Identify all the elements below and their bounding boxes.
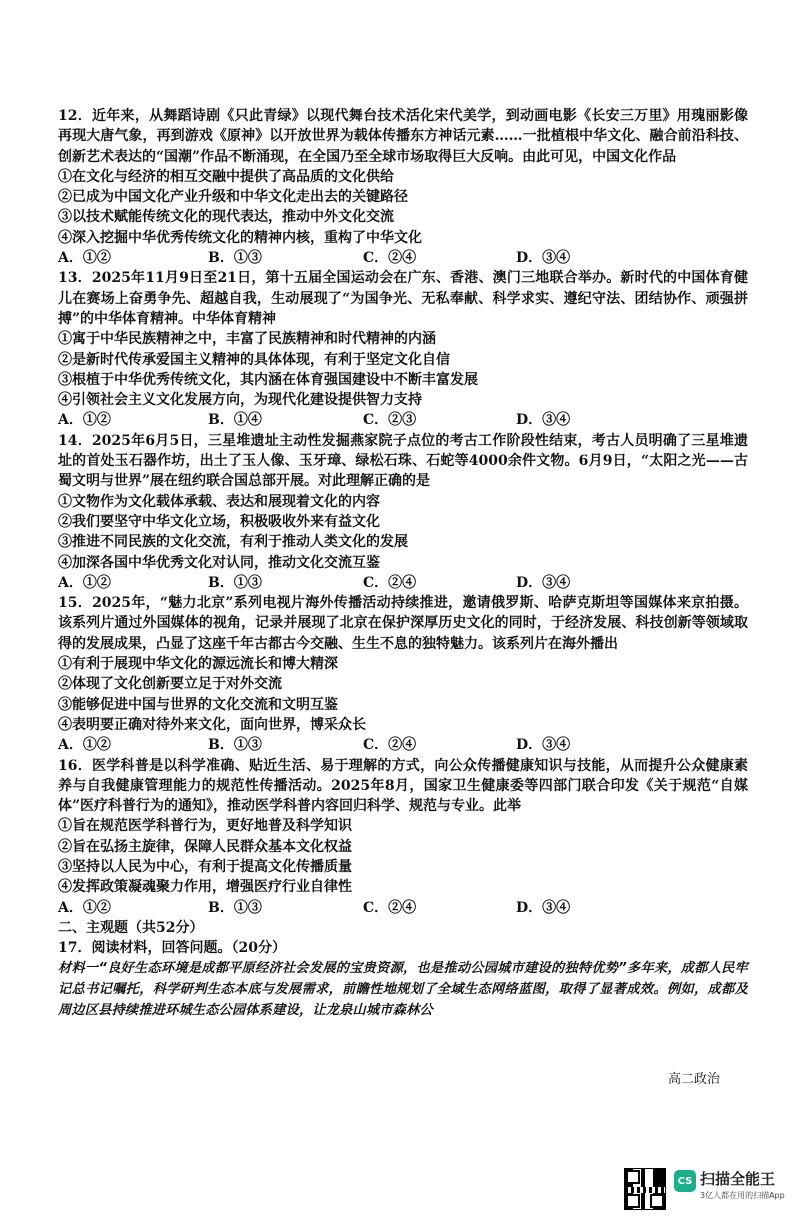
option-c: C．②④ (363, 250, 417, 267)
question-12 (58, 106, 748, 268)
answer-options (58, 248, 748, 268)
scanner-watermark (624, 1168, 785, 1210)
statement-item: ④深入挖掘中华优秀传统文化的精神内核，重构了中华文化 (58, 229, 422, 246)
option-c: C．②③ (363, 412, 417, 429)
question-stem: 14．2025年6月5日，三星堆遗址主动性发掘燕家院子点位的考古工作阶段性结束，考古人员明确了三星堆遗址的首处玉石器作坊，出土了玉人像、玉牙璋、绿松石珠、石蛇等4000余件文物。6月9日，“太阳之光——古蜀文明与世界”展在纽约联合国总部开展。对此理解正确的是 (58, 432, 748, 490)
question-17-intro: 17．阅读材料，回答问题。（20分） (58, 940, 286, 957)
material-one-text: 材料一“良好生态环境是成都平原经济社会发展的宝贵资源，也是推动公园城市建设的独特优势”多年来，成都人民牢记总书记嘱托，科学研判生态本底与发展需求，前瞻性地规划了全域生态网络蓝图，取得了显著成效。例如，成都及周边区县持续推进环城生态公园体系建设，让龙泉山城市森林公 (58, 961, 748, 1019)
scanner-tagline: 3亿人都在用的扫描App (700, 1191, 785, 1200)
exam-content (58, 106, 748, 1021)
question-13 (58, 268, 748, 430)
option-a: A．①② (58, 250, 111, 267)
option-c: C．②④ (363, 899, 417, 916)
statement-item: ③以技术赋能传统文化的现代表达，推动中外文化交流 (58, 209, 394, 226)
option-b: B．①④ (208, 412, 262, 429)
option-d: D．③④ (516, 574, 571, 591)
option-d: D．③④ (516, 412, 571, 429)
question-stem: 16．医学科普是以科学准确、贴近生活、易于理解的方式，向公众传播健康知识与技能，从而提升公众健康素养与自我健康管理能力的规范性传播活动。2025年8月，国家卫生健康委等四部门联合印发《关于规范“自媒体”医疗科普行为的通知》，推动医学科普内容回归科学、规范与专业。此举 (58, 757, 748, 815)
option-d: D．③④ (516, 899, 571, 916)
statement-item: ①旨在规范医学科普行为，更好地普及科学知识 (58, 818, 352, 835)
statement-item: ②体现了文化创新要立足于对外交流 (58, 676, 282, 693)
option-a: A．①② (58, 412, 111, 429)
statement-item: ④发挥政策凝魂聚力作用，增强医疗行业自律性 (58, 879, 352, 896)
question-15 (58, 593, 748, 755)
answer-options (58, 410, 748, 430)
statement-item: ②是新时代传承爱国主义精神的具体体现，有利于坚定文化自信 (58, 351, 450, 368)
scanner-brand (700, 1168, 785, 1202)
statement-item: ④表明要正确对待外来文化，面向世界，博采众长 (58, 716, 366, 733)
option-d: D．③④ (516, 737, 571, 754)
option-a: A．①② (58, 899, 111, 916)
statement-item: ①有利于展现中华文化的源远流长和博大精深 (58, 656, 338, 673)
question-stem: 15．2025年，“魅力北京”系列电视片海外传播活动持续推进，邀请俄罗斯、哈萨克斯坦等国媒体来京拍摄。该系列片通过外国媒体的视角，记录并展现了北京在保护深厚历史文化的同时，于经济发展、科技创新等领域取得的发展成果，凸显了这座千年古都古今交融、生生不息的独特魅力。该系列片在海外播出 (58, 595, 748, 652)
option-c: C．②④ (363, 574, 417, 591)
section-heading: 二、主观题（共52分） (58, 919, 204, 936)
option-b: B．①③ (208, 250, 262, 267)
footer-subject-label: 高二政治 (668, 1072, 721, 1087)
option-b: B．①③ (208, 899, 262, 916)
answer-options (58, 735, 748, 755)
camscanner-logo-icon: CS (674, 1170, 696, 1192)
option-b: B．①③ (208, 574, 262, 591)
statement-item: ③坚持以人民为中心，有利于提高文化传播质量 (58, 858, 352, 875)
option-a: A．①② (58, 574, 111, 591)
answer-options (58, 573, 748, 593)
option-b: B．①③ (208, 737, 262, 754)
question-16 (58, 756, 748, 918)
question-stem: 13．2025年11月9日至21日，第十五届全国运动会在广东、香港、澳门三地联合举办。新时代的中国体育健儿在赛场上奋勇争先、超越自我，生动展现了“为国争光、无私奉献、科学求实、遵纪守法、团结协作、顽强拼搏”的中华体育精神。中华体育精神 (58, 270, 748, 327)
answer-options (58, 898, 748, 918)
option-a: A．①② (58, 737, 111, 754)
statement-item: ③推进不同民族的文化交流，有利于推动人类文化的发展 (58, 534, 408, 551)
statement-item: ④引领社会主义文化发展方向，为现代化建设提供智力支持 (58, 392, 422, 409)
statement-item: ②我们要坚守中华文化立场，积极吸收外来有益文化 (58, 513, 380, 530)
qr-code-icon (624, 1168, 666, 1210)
statement-item: ②旨在弘扬主旋律，保障人民群众基本文化权益 (58, 838, 352, 855)
statement-item: ②已成为中国文化产业升级和中华文化走出去的关键路径 (58, 189, 408, 206)
statement-item: ①文物作为文化载体承载、表达和展现着文化的内容 (58, 493, 380, 510)
option-c: C．②④ (363, 737, 417, 754)
scanner-app-name: 扫描全能王 (700, 1170, 776, 1188)
question-stem: 12．近年来，从舞蹈诗剧《只此青绿》以现代舞台技术活化宋代美学，到动画电影《长安三万里》用瑰丽影像再现大唐气象，再到游戏《原神》以开放世界为载体传播东方神话元素……一批植根中华文化、融合前沿科技、创新艺术表达的“国潮”作品不断涌现，在全国乃至全球市场取得巨大反响。由此可见，中国文化作品 (58, 108, 748, 165)
option-d: D．③④ (516, 250, 571, 267)
statement-item: ①寓于中华民族精神之中，丰富了民族精神和时代精神的内涵 (58, 331, 436, 348)
statement-item: ③根植于中华优秀传统文化，其内涵在体育强国建设中不断丰富发展 (58, 371, 478, 388)
statement-item: ③能够促进中国与世界的文化交流和文明互鉴 (58, 696, 338, 713)
statement-item: ④加深各国中华优秀文化对认同，推动文化交流互鉴 (58, 554, 380, 571)
statement-item: ①在文化与经济的相互交融中提供了高品质的文化供给 (58, 168, 394, 185)
question-14 (58, 431, 748, 593)
